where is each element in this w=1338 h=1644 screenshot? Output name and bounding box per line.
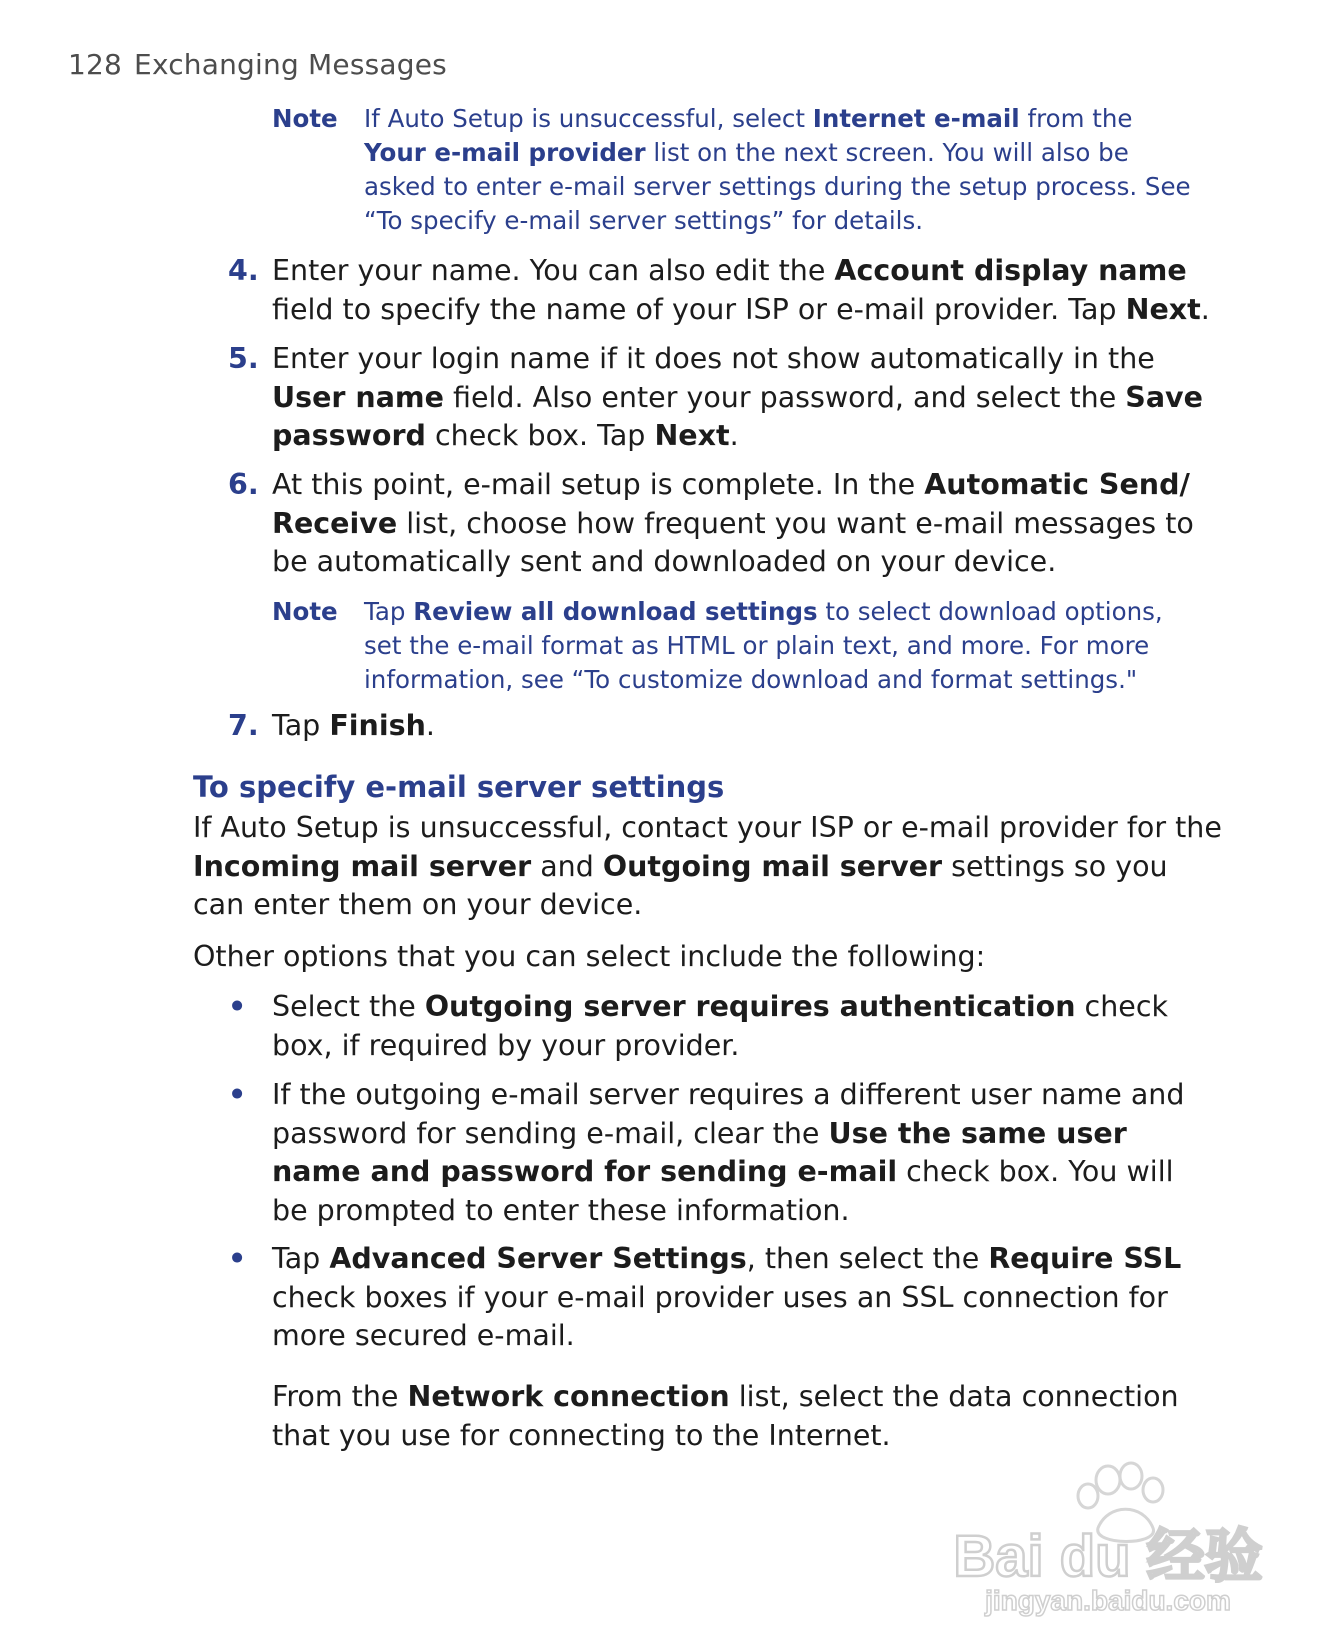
section-title: Exchanging Messages	[134, 48, 447, 81]
section-heading: To specify e-mail server settings	[193, 770, 725, 804]
bullet-text: Select the Outgoing server requires authentication check box, if required by your provider.	[272, 990, 1168, 1062]
bullet-icon: •	[228, 1078, 247, 1111]
page-number: 128	[68, 48, 123, 81]
options-paragraph: Other options that you can select include the following:	[193, 940, 986, 973]
note-download-settings	[272, 595, 1272, 697]
bullet-text: If the outgoing e-mail server requires a different user name and password for sending e-mail, clear the Use the same user name and password for sending e-mail check box. You will be prompted to enter these information.	[272, 1078, 1185, 1227]
watermark-brand: Bai du 经验	[953, 1524, 1263, 1589]
bullet-icon: •	[228, 1242, 247, 1275]
step-text: At this point, e-mail setup is complete. In the Automatic Send/ Receive list, choose how frequent you want e-mail messages to be automatically sent and downloaded on your device.	[272, 468, 1194, 578]
bullet-item	[228, 1076, 1228, 1230]
step-number: 6.	[228, 468, 259, 501]
step-4	[228, 252, 1228, 329]
step-text: Tap Finish.	[272, 709, 435, 742]
page-header	[68, 48, 447, 81]
note-label: Note	[272, 104, 338, 133]
step-text: Enter your name. You can also edit the Account display name field to specify the name of your ISP or e-mail provider. Tap Next.	[272, 254, 1210, 326]
bullet-icon: •	[228, 990, 247, 1023]
bullet-text: Tap Advanced Server Settings, then select the Require SSL check boxes if your e-mail provider uses an SSL connection for more secured e-mail.	[272, 1242, 1182, 1352]
step-number: 5.	[228, 342, 259, 375]
network-paragraph: From the Network connection list, select the data connection that you use for connecting to the Internet.	[272, 1380, 1179, 1452]
note-body: If Auto Setup is unsuccessful, select Internet e-mail from the Your e-mail provider list on the next screen. You will also be asked to enter e-mail server settings during the setup process. See “To specify e-mail server settings” for details.	[364, 104, 1191, 235]
step-7	[228, 707, 1228, 746]
watermark-url: jingyan.baidu.com	[985, 1585, 1231, 1616]
bullet-item	[228, 1240, 1228, 1356]
step-number: 7.	[228, 709, 259, 742]
step-number: 4.	[228, 254, 259, 287]
step-6	[228, 466, 1228, 582]
step-5	[228, 340, 1228, 456]
bullet-item	[228, 988, 1228, 1065]
step-text: Enter your login name if it does not show automatically in the User name field. Also enter your password, and select the Save password check box. Tap Next.	[272, 342, 1203, 452]
note-auto-setup	[272, 102, 1272, 238]
note-label: Note	[272, 597, 338, 626]
baidu-watermark-icon	[948, 1438, 1268, 1618]
intro-paragraph: If Auto Setup is unsuccessful, contact your ISP or e-mail provider for the Incoming mail server and Outgoing mail server settings so you can enter them on your device.	[193, 811, 1222, 921]
note-body: Tap Review all download settings to select download options, set the e-mail format as HTML or plain text, and more. For more information, see “To customize download and format settings."	[364, 597, 1163, 694]
